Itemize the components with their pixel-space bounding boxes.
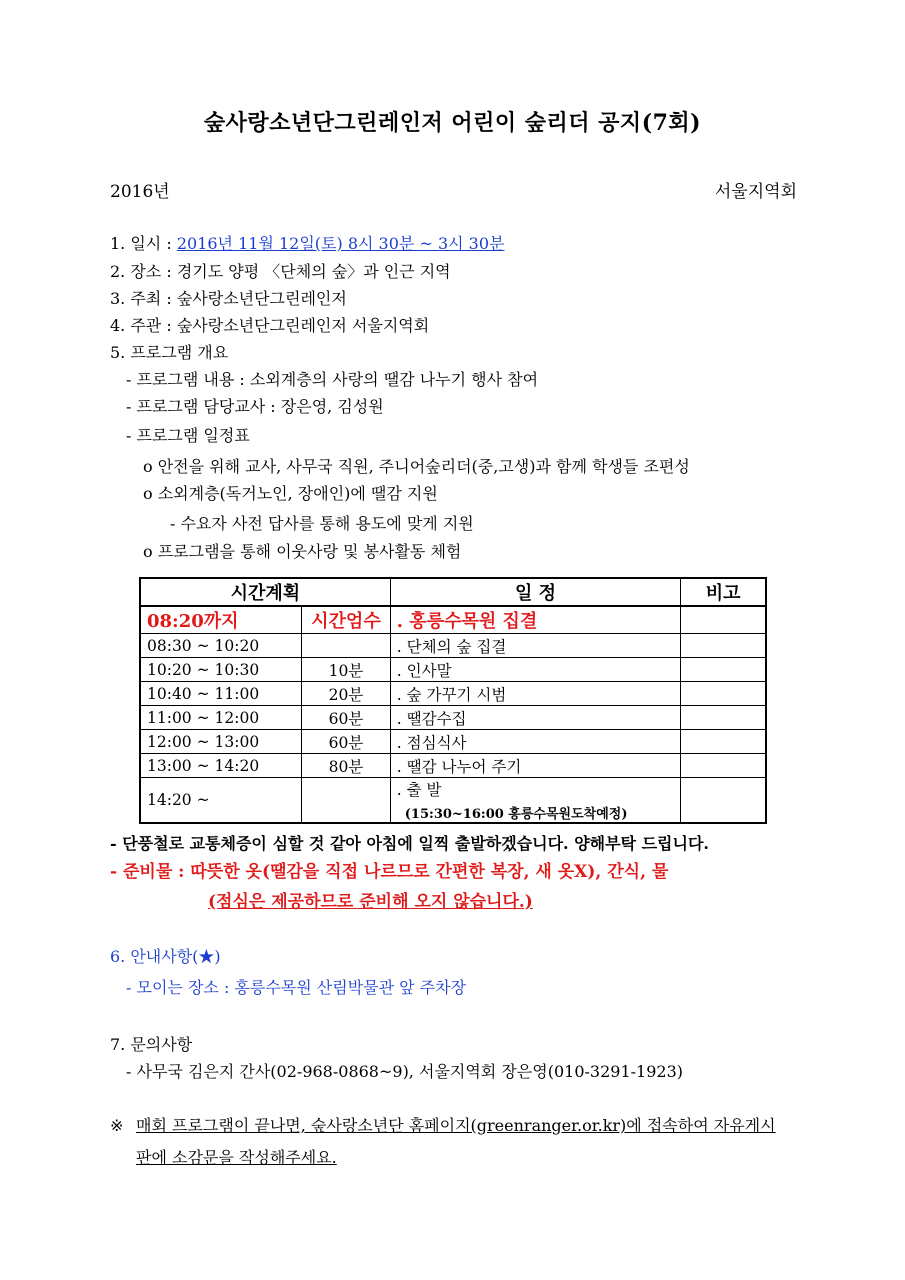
cell-note xyxy=(681,682,766,706)
program-schedule-heading: - 프로그램 일정표 xyxy=(126,426,250,445)
cell-note xyxy=(681,730,766,754)
schedule-table xyxy=(139,577,767,824)
cell-description: . 인사말 xyxy=(390,658,681,682)
cell-description: . 점심식사 xyxy=(390,730,681,754)
cell-description: . 땔감수집 xyxy=(390,706,681,730)
cell-note xyxy=(681,634,766,658)
cell-time: 10:20 ~ 10:30 xyxy=(140,658,302,682)
item-date xyxy=(110,234,504,254)
cell-description: . 땔감 나누어 주기 xyxy=(390,754,681,778)
table-row xyxy=(140,778,766,824)
header-schedule: 일 정 xyxy=(390,578,681,606)
cell-note xyxy=(681,778,766,824)
cell-note xyxy=(681,706,766,730)
program-teachers: - 프로그램 담당교사 : 장은영, 김성원 xyxy=(126,397,384,416)
cell-duration xyxy=(302,778,391,824)
cell-duration: 60분 xyxy=(302,730,391,754)
table-row xyxy=(140,658,766,682)
cell-description: . 숲 가꾸기 시범 xyxy=(390,682,681,706)
cell-duration xyxy=(302,634,391,658)
year: 2016년 xyxy=(110,182,170,202)
bullet-support-detail: - 수요자 사전 답사를 통해 용도에 맞게 지원 xyxy=(170,514,474,533)
item-date-label: 1. 일시 : xyxy=(110,234,177,253)
cell-time: 13:00 ~ 14:20 xyxy=(140,754,302,778)
meeting-place: - 모이는 장소 : 홍릉수목원 산림박물관 앞 주차장 xyxy=(126,978,467,997)
item-date-value: 2016년 11월 12일(토) 8시 30분 ~ 3시 30분 xyxy=(176,234,505,253)
departure-label: . 출 발 xyxy=(396,781,442,799)
footer-instruction-line1: 매회 프로그램이 끝나면, 숲사랑소년단 홈페이지(greenranger.or.kr)에 접속하여 자유게시 xyxy=(136,1116,776,1135)
program-content: - 프로그램 내용 : 소외계층의 사랑의 땔감 나누기 행사 참여 xyxy=(126,370,539,389)
note-lunch: (점심은 제공하므로 준비해 오지 않습니다.) xyxy=(208,892,533,912)
section-inquiry-heading: 7. 문의사항 xyxy=(110,1035,193,1054)
table-row xyxy=(140,606,766,634)
table-row xyxy=(140,682,766,706)
organization: 서울지역회 xyxy=(714,182,797,202)
item-organizer: 4. 주관 : 숲사랑소년단그린레인저 서울지역회 xyxy=(110,316,430,335)
reference-mark: ※ xyxy=(110,1116,124,1135)
cell-time: 08:30 ~ 10:20 xyxy=(140,634,302,658)
note-supplies: - 준비물 : 따뜻한 옷(땔감을 직접 나르므로 간편한 복장, 새 옷X), 간식, 물 xyxy=(110,862,669,882)
item-program-overview: 5. 프로그램 개요 xyxy=(110,343,229,362)
inquiry-contacts: - 사무국 김은지 간사(02-968-0868~9), 서울지역회 장은영(010-3291-1923) xyxy=(126,1062,683,1081)
cell-duration: 시간엄수 xyxy=(302,606,391,634)
cell-time: 14:20 ~ xyxy=(140,778,302,824)
footer-instruction-line2: 판에 소감문을 작성해주세요. xyxy=(136,1148,337,1167)
arrival-estimate: (15:30~16:00 홍릉수목원도착예정) xyxy=(404,807,628,822)
table-row xyxy=(140,730,766,754)
cell-duration: 80분 xyxy=(302,754,391,778)
header-note: 비고 xyxy=(681,578,766,606)
item-place: 2. 장소 : 경기도 양평 〈단체의 숲〉과 인근 지역 xyxy=(110,262,451,281)
cell-note xyxy=(681,754,766,778)
note-traffic: - 단풍철로 교통체증이 심할 것 같아 아침에 일찍 출발하겠습니다. 양해부탁 드립니다. xyxy=(110,834,709,853)
section-guide-heading: 6. 안내사항(★) xyxy=(110,947,221,966)
cell-time: 12:00 ~ 13:00 xyxy=(140,730,302,754)
table-header-row xyxy=(140,578,766,606)
cell-note xyxy=(681,606,766,634)
cell-time: 11:00 ~ 12:00 xyxy=(140,706,302,730)
item-host: 3. 주최 : 숲사랑소년단그린레인저 xyxy=(110,289,347,308)
header-time: 시간계획 xyxy=(140,578,390,606)
table-row xyxy=(140,706,766,730)
cell-duration: 10분 xyxy=(302,658,391,682)
cell-description: . 홍릉수목원 집결 xyxy=(390,606,681,634)
cell-duration: 60분 xyxy=(302,706,391,730)
table-row xyxy=(140,754,766,778)
cell-duration: 20분 xyxy=(302,682,391,706)
cell-time: 08:20까지 xyxy=(140,606,302,634)
cell-description: . 단체의 숲 집결 xyxy=(390,634,681,658)
bullet-safety: o 안전을 위해 교사, 사무국 직원, 주니어숲리더(중,고생)과 함께 학생들 조편성 xyxy=(143,457,690,476)
cell-description xyxy=(390,778,681,824)
table-row xyxy=(140,634,766,658)
page-title: 숲사랑소년단그린레인저 어린이 숲리더 공지(7회) xyxy=(203,110,702,136)
cell-time: 10:40 ~ 11:00 xyxy=(140,682,302,706)
bullet-support: o 소외계층(독거노인, 장애인)에 땔감 지원 xyxy=(143,484,438,503)
cell-note xyxy=(681,658,766,682)
bullet-experience: o 프로그램을 통해 이웃사랑 및 봉사활동 체험 xyxy=(143,542,462,561)
